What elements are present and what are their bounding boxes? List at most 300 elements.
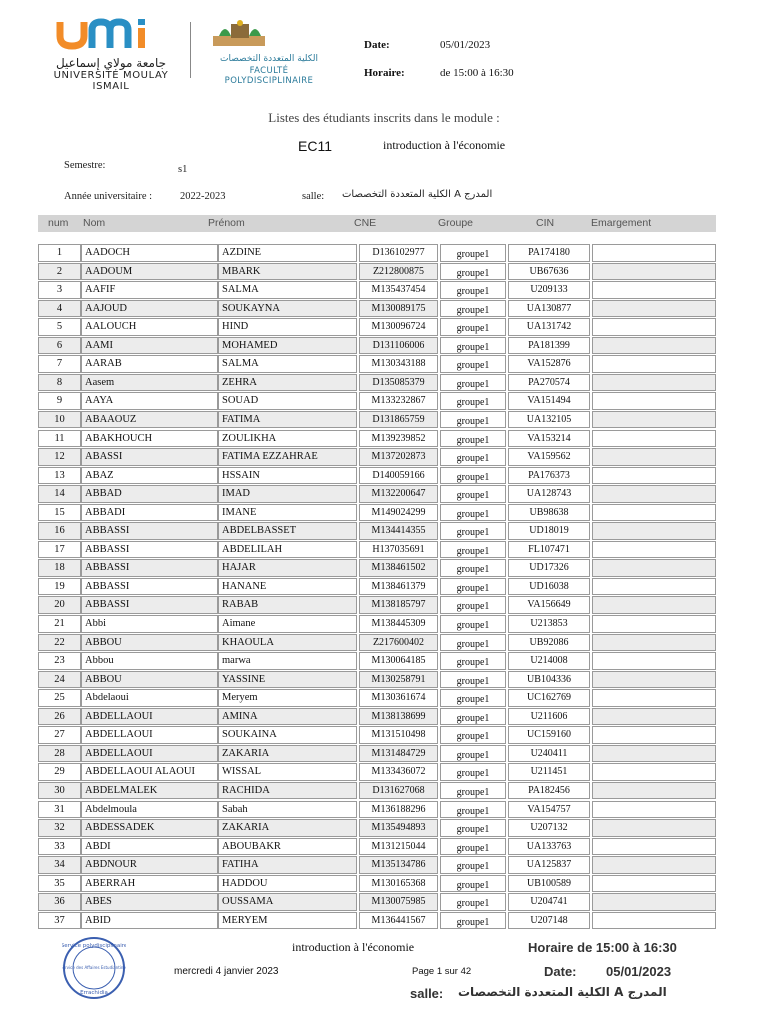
annee-label: Année universitaire : <box>64 191 153 202</box>
cell-prenom: MERYEM <box>218 912 357 930</box>
cell-num: 24 <box>38 671 81 689</box>
cell-num: 31 <box>38 801 81 819</box>
table-row <box>0 763 768 782</box>
table-row <box>0 912 768 931</box>
cell-emargement[interactable] <box>592 782 716 800</box>
cell-cin: UA132105 <box>508 411 590 429</box>
cell-groupe: groupe1 <box>440 337 506 355</box>
cell-groupe: groupe1 <box>440 355 506 373</box>
cell-num: 27 <box>38 726 81 744</box>
table-row <box>0 726 768 745</box>
cell-emargement[interactable] <box>592 726 716 744</box>
cell-nom: AARAB <box>81 355 218 373</box>
table-row <box>0 838 768 857</box>
cell-cin: U240411 <box>508 745 590 763</box>
cell-groupe: groupe1 <box>440 392 506 410</box>
faculty-logo <box>205 18 329 86</box>
cell-emargement[interactable] <box>592 652 716 670</box>
cell-nom: Abbou <box>81 652 218 670</box>
cell-cne: M134414355 <box>359 522 438 540</box>
cell-cne: M138138699 <box>359 708 438 726</box>
module-name: introduction à l'économie <box>383 138 506 152</box>
header-divider <box>190 22 191 78</box>
cell-cin: UD16038 <box>508 578 590 596</box>
cell-emargement[interactable] <box>592 337 716 355</box>
cell-num: 7 <box>38 355 81 373</box>
cell-prenom: Sabah <box>218 801 357 819</box>
cell-nom: AALOUCH <box>81 318 218 336</box>
table-row <box>0 689 768 708</box>
cell-groupe: groupe1 <box>440 912 506 930</box>
cell-prenom: Meryem <box>218 689 357 707</box>
cell-emargement[interactable] <box>592 708 716 726</box>
cell-num: 33 <box>38 838 81 856</box>
cell-cne: M131484729 <box>359 745 438 763</box>
cell-num: 37 <box>38 912 81 930</box>
cell-nom: ABBASSI <box>81 578 218 596</box>
cell-nom: AAFIF <box>81 281 218 299</box>
cell-prenom: MOHAMED <box>218 337 357 355</box>
cell-nom: ABDELMALEK <box>81 782 218 800</box>
cell-prenom: HSSAIN <box>218 467 357 485</box>
cell-groupe: groupe1 <box>440 374 506 392</box>
table-row <box>0 337 768 356</box>
cell-num: 13 <box>38 467 81 485</box>
cell-cne: D131865759 <box>359 411 438 429</box>
cell-prenom: HADDOU <box>218 875 357 893</box>
cell-groupe: groupe1 <box>440 856 506 874</box>
cell-num: 15 <box>38 504 81 522</box>
cell-emargement[interactable] <box>592 578 716 596</box>
footer-salle-value: المدرج A الكلية المتعددة التخصصات <box>458 985 667 999</box>
cell-cne: M135437454 <box>359 281 438 299</box>
cell-nom: ABAAOUZ <box>81 411 218 429</box>
cell-cin: VA152876 <box>508 355 590 373</box>
cell-prenom: ZAKARIA <box>218 819 357 837</box>
table-row <box>0 559 768 578</box>
cell-num: 21 <box>38 615 81 633</box>
cell-nom: Abbi <box>81 615 218 633</box>
cell-groupe: groupe1 <box>440 634 506 652</box>
cell-groupe: groupe1 <box>440 615 506 633</box>
table-row <box>0 578 768 597</box>
cell-nom: ABID <box>81 912 218 930</box>
stamp-text-top: Service polydisciplinaire <box>62 943 126 949</box>
table-row <box>0 485 768 504</box>
table-row <box>0 318 768 337</box>
cell-cne: M137202873 <box>359 448 438 466</box>
cell-nom: ABDELLAOUI <box>81 726 218 744</box>
semestre-value: s1 <box>178 164 188 175</box>
cell-cin: PA181399 <box>508 337 590 355</box>
cell-nom: Abdelaoui <box>81 689 218 707</box>
cell-cin: U211606 <box>508 708 590 726</box>
footer-module-name: introduction à l'économie <box>292 940 415 954</box>
cell-groupe: groupe1 <box>440 485 506 503</box>
cell-nom: AADOUM <box>81 263 218 281</box>
cell-cin: U211451 <box>508 763 590 781</box>
cell-num: 35 <box>38 875 81 893</box>
cell-prenom: YASSINE <box>218 671 357 689</box>
cell-prenom: KHAOULA <box>218 634 357 652</box>
cell-groupe: groupe1 <box>440 263 506 281</box>
cell-cin: PA182456 <box>508 782 590 800</box>
cell-num: 16 <box>38 522 81 540</box>
cell-cin: UA133763 <box>508 838 590 856</box>
table-row <box>0 281 768 300</box>
cell-groupe: groupe1 <box>440 430 506 448</box>
cell-num: 12 <box>38 448 81 466</box>
cell-cin: UA125837 <box>508 856 590 874</box>
cell-prenom: ABDELBASSET <box>218 522 357 540</box>
table-row <box>0 522 768 541</box>
column-header-emargement: Emargement <box>591 217 652 229</box>
footer-date-value: 05/01/2023 <box>606 964 672 979</box>
cell-num: 2 <box>38 263 81 281</box>
cell-nom: ABAZ <box>81 467 218 485</box>
table-row <box>0 856 768 875</box>
cell-cne: M130165368 <box>359 875 438 893</box>
cell-prenom: WISSAL <box>218 763 357 781</box>
cell-num: 17 <box>38 541 81 559</box>
cell-nom: AAYA <box>81 392 218 410</box>
cell-cne: M139239852 <box>359 430 438 448</box>
cell-prenom: FATIHA <box>218 856 357 874</box>
cell-prenom: AMINA <box>218 708 357 726</box>
cell-cne: M149024299 <box>359 504 438 522</box>
cell-emargement[interactable] <box>592 355 716 373</box>
cell-emargement[interactable] <box>592 318 716 336</box>
cell-num: 6 <box>38 337 81 355</box>
cell-cne: M136188296 <box>359 801 438 819</box>
cell-emargement[interactable] <box>592 671 716 689</box>
cell-nom: ABBAD <box>81 485 218 503</box>
cell-groupe: groupe1 <box>440 782 506 800</box>
cell-emargement[interactable] <box>592 893 716 911</box>
cell-emargement[interactable] <box>592 485 716 503</box>
cell-cin: U213853 <box>508 615 590 633</box>
cell-cne: D135085379 <box>359 374 438 392</box>
table-row <box>0 819 768 838</box>
footer-page-number: Page 1 sur 42 <box>412 966 472 977</box>
cell-prenom: ZOULIKHA <box>218 430 357 448</box>
cell-nom: Aasem <box>81 374 218 392</box>
cell-cne: M135494893 <box>359 819 438 837</box>
cell-emargement[interactable] <box>592 689 716 707</box>
cell-emargement[interactable] <box>592 801 716 819</box>
cell-cne: M138461379 <box>359 578 438 596</box>
cell-emargement[interactable] <box>592 596 716 614</box>
cell-emargement[interactable] <box>592 541 716 559</box>
cell-cne: M138461502 <box>359 559 438 577</box>
cell-emargement[interactable] <box>592 838 716 856</box>
cell-nom: ABDI <box>81 838 218 856</box>
module-code: EC11 <box>298 138 332 154</box>
cell-num: 4 <box>38 300 81 318</box>
cell-groupe: groupe1 <box>440 819 506 837</box>
cell-prenom: SOUKAYNA <box>218 300 357 318</box>
cell-nom: ABBASSI <box>81 596 218 614</box>
cell-groupe: groupe1 <box>440 318 506 336</box>
cell-emargement[interactable] <box>592 374 716 392</box>
cell-cin: U214008 <box>508 652 590 670</box>
cell-emargement[interactable] <box>592 763 716 781</box>
cell-prenom: ZEHRA <box>218 374 357 392</box>
semestre-label: Semestre: <box>64 160 106 171</box>
university-logo <box>36 18 186 92</box>
cell-emargement[interactable] <box>592 448 716 466</box>
table-row <box>0 355 768 374</box>
cell-prenom: HANANE <box>218 578 357 596</box>
cell-cne: Z212800875 <box>359 263 438 281</box>
table-row <box>0 411 768 430</box>
cell-cne: M138185797 <box>359 596 438 614</box>
cell-emargement[interactable] <box>592 467 716 485</box>
cell-emargement[interactable] <box>592 875 716 893</box>
cell-num: 29 <box>38 763 81 781</box>
cell-cne: M133232867 <box>359 392 438 410</box>
salle-value: المدرج A الكلية المتعددة التخصصات <box>342 189 493 200</box>
table-row <box>0 652 768 671</box>
cell-num: 19 <box>38 578 81 596</box>
cell-prenom: SALMA <box>218 281 357 299</box>
stamp-text-middle: Service des Affaires Estudiantines <box>62 965 126 970</box>
cell-cin: VA159562 <box>508 448 590 466</box>
cell-nom: ABAKHOUCH <box>81 430 218 448</box>
cell-cin: VA156649 <box>508 596 590 614</box>
table-row <box>0 745 768 764</box>
column-header-nom: Nom <box>83 217 106 229</box>
cell-groupe: groupe1 <box>440 838 506 856</box>
cell-cin: FL107471 <box>508 541 590 559</box>
table-row <box>0 467 768 486</box>
cell-cne: M130075985 <box>359 893 438 911</box>
horaire-value: de 15:00 à 16:30 <box>440 67 514 79</box>
cell-prenom: SOUKAINA <box>218 726 357 744</box>
cell-num: 23 <box>38 652 81 670</box>
cell-prenom: IMAD <box>218 485 357 503</box>
cell-groupe: groupe1 <box>440 541 506 559</box>
cell-num: 25 <box>38 689 81 707</box>
cell-nom: ABBADI <box>81 504 218 522</box>
cell-num: 22 <box>38 634 81 652</box>
cell-cin: PA174180 <box>508 244 590 262</box>
table-row <box>0 708 768 727</box>
cell-nom: Abdelmoula <box>81 801 218 819</box>
footer-printed-date: mercredi 4 janvier 2023 <box>174 966 279 977</box>
cell-cne: M131510498 <box>359 726 438 744</box>
cell-emargement[interactable] <box>592 263 716 281</box>
cell-cin: UD17326 <box>508 559 590 577</box>
cell-nom: ABASSI <box>81 448 218 466</box>
cell-emargement[interactable] <box>592 522 716 540</box>
cell-cne: D136102977 <box>359 244 438 262</box>
university-name-arabic: جامعة مولاي إسماعيل <box>55 56 167 70</box>
table-row <box>0 504 768 523</box>
cell-groupe: groupe1 <box>440 671 506 689</box>
cell-cne: Z217600402 <box>359 634 438 652</box>
cell-nom: AAMI <box>81 337 218 355</box>
cell-emargement[interactable] <box>592 559 716 577</box>
faculty-name-arabic: الكلية المتعددة التخصصات <box>220 54 318 64</box>
cell-groupe: groupe1 <box>440 300 506 318</box>
stamp-seal-icon <box>62 936 126 1000</box>
cell-prenom: OUSSAMA <box>218 893 357 911</box>
cell-groupe: groupe1 <box>440 763 506 781</box>
cell-cne: M135134786 <box>359 856 438 874</box>
cell-num: 30 <box>38 782 81 800</box>
cell-prenom: ZAKARIA <box>218 745 357 763</box>
cell-groupe: groupe1 <box>440 559 506 577</box>
cell-cin: UB104336 <box>508 671 590 689</box>
cell-groupe: groupe1 <box>440 745 506 763</box>
cell-cne: M138445309 <box>359 615 438 633</box>
cell-groupe: groupe1 <box>440 578 506 596</box>
cell-cin: PA270574 <box>508 374 590 392</box>
cell-cne: D131627068 <box>359 782 438 800</box>
cell-cne: M130361674 <box>359 689 438 707</box>
cell-nom: ABDESSADEK <box>81 819 218 837</box>
cell-cne: D140059166 <box>359 467 438 485</box>
cell-cne: M132200647 <box>359 485 438 503</box>
horaire-label: Horaire: <box>364 67 405 79</box>
cell-cin: UD18019 <box>508 522 590 540</box>
cell-groupe: groupe1 <box>440 504 506 522</box>
cell-nom: ABBASSI <box>81 559 218 577</box>
table-row <box>0 893 768 912</box>
faculty-stamp <box>62 936 126 1000</box>
cell-num: 11 <box>38 430 81 448</box>
cell-cne: M133436072 <box>359 763 438 781</box>
cell-prenom: HIND <box>218 318 357 336</box>
cell-emargement[interactable] <box>592 411 716 429</box>
cell-groupe: groupe1 <box>440 689 506 707</box>
cell-cin: UA131742 <box>508 318 590 336</box>
cell-groupe: groupe1 <box>440 244 506 262</box>
cell-groupe: groupe1 <box>440 726 506 744</box>
cell-emargement[interactable] <box>592 856 716 874</box>
cell-num: 3 <box>38 281 81 299</box>
cell-num: 9 <box>38 392 81 410</box>
list-title: Listes des étudiants inscrits dans le module : <box>268 110 500 125</box>
footer-salle-label: salle: <box>410 986 444 1001</box>
cell-prenom: FATIMA EZZAHRAE <box>218 448 357 466</box>
umi-logo-mark <box>52 18 172 52</box>
cell-cne: M131215044 <box>359 838 438 856</box>
annee-value: 2022-2023 <box>180 191 226 202</box>
cell-groupe: groupe1 <box>440 652 506 670</box>
cell-groupe: groupe1 <box>440 708 506 726</box>
cell-emargement[interactable] <box>592 615 716 633</box>
cell-emargement[interactable] <box>592 912 716 930</box>
cell-num: 14 <box>38 485 81 503</box>
cell-cne: M130096724 <box>359 318 438 336</box>
table-row <box>0 596 768 615</box>
cell-emargement[interactable] <box>592 430 716 448</box>
table-row <box>0 615 768 634</box>
cell-emargement[interactable] <box>592 281 716 299</box>
cell-groupe: groupe1 <box>440 596 506 614</box>
table-row <box>0 671 768 690</box>
table-row <box>0 448 768 467</box>
cell-cin: UB100589 <box>508 875 590 893</box>
cell-emargement[interactable] <box>592 634 716 652</box>
cell-cne: H137035691 <box>359 541 438 559</box>
cell-num: 18 <box>38 559 81 577</box>
cell-emargement[interactable] <box>592 745 716 763</box>
cell-cin: PA176373 <box>508 467 590 485</box>
column-header-num: num <box>48 217 69 229</box>
cell-cin: U209133 <box>508 281 590 299</box>
table-row <box>0 430 768 449</box>
cell-emargement[interactable] <box>592 392 716 410</box>
cell-emargement[interactable] <box>592 300 716 318</box>
cell-prenom: IMANE <box>218 504 357 522</box>
cell-nom: ABBOU <box>81 671 218 689</box>
table-header <box>38 215 716 232</box>
cell-cin: VA153214 <box>508 430 590 448</box>
table-row <box>0 541 768 560</box>
cell-prenom: RACHIDA <box>218 782 357 800</box>
cell-cin: UB92086 <box>508 634 590 652</box>
cell-cin: U204741 <box>508 893 590 911</box>
cell-emargement[interactable] <box>592 244 716 262</box>
cell-num: 26 <box>38 708 81 726</box>
cell-num: 5 <box>38 318 81 336</box>
cell-nom: ABDNOUR <box>81 856 218 874</box>
table-row <box>0 300 768 319</box>
cell-nom: AADOCH <box>81 244 218 262</box>
cell-groupe: groupe1 <box>440 893 506 911</box>
cell-num: 36 <box>38 893 81 911</box>
cell-num: 32 <box>38 819 81 837</box>
footer-date-label: Date: <box>544 964 577 979</box>
cell-nom: ABBASSI <box>81 541 218 559</box>
table-row <box>0 875 768 894</box>
cell-cne: M130258791 <box>359 671 438 689</box>
table-row <box>0 782 768 801</box>
cell-nom: ABDELLAOUI <box>81 708 218 726</box>
cell-groupe: groupe1 <box>440 281 506 299</box>
cell-prenom: ABOUBAKR <box>218 838 357 856</box>
cell-nom: AAJOUD <box>81 300 218 318</box>
cell-cin: UB98638 <box>508 504 590 522</box>
cell-cin: VA151494 <box>508 392 590 410</box>
cell-nom: ABBASSI <box>81 522 218 540</box>
cell-num: 10 <box>38 411 81 429</box>
cell-groupe: groupe1 <box>440 411 506 429</box>
cell-groupe: groupe1 <box>440 522 506 540</box>
cell-cin: UC159160 <box>508 726 590 744</box>
cell-num: 34 <box>38 856 81 874</box>
column-header-cin: CIN <box>536 217 555 229</box>
cell-prenom: Aimane <box>218 615 357 633</box>
cell-num: 8 <box>38 374 81 392</box>
table-row <box>0 263 768 282</box>
cell-nom: ABDELLAOUI <box>81 745 218 763</box>
salle-label: salle: <box>302 191 325 202</box>
university-name-latin: UNIVERSITÉ MOULAY ISMAIL <box>53 70 169 92</box>
stamp-text-bottom: Errachidia <box>80 990 108 996</box>
cell-nom: ABES <box>81 893 218 911</box>
cell-emargement[interactable] <box>592 504 716 522</box>
cell-prenom: SALMA <box>218 355 357 373</box>
cell-emargement[interactable] <box>592 819 716 837</box>
cell-nom: ABBOU <box>81 634 218 652</box>
table-row <box>0 801 768 820</box>
table-row <box>0 392 768 411</box>
cell-cin: U207148 <box>508 912 590 930</box>
